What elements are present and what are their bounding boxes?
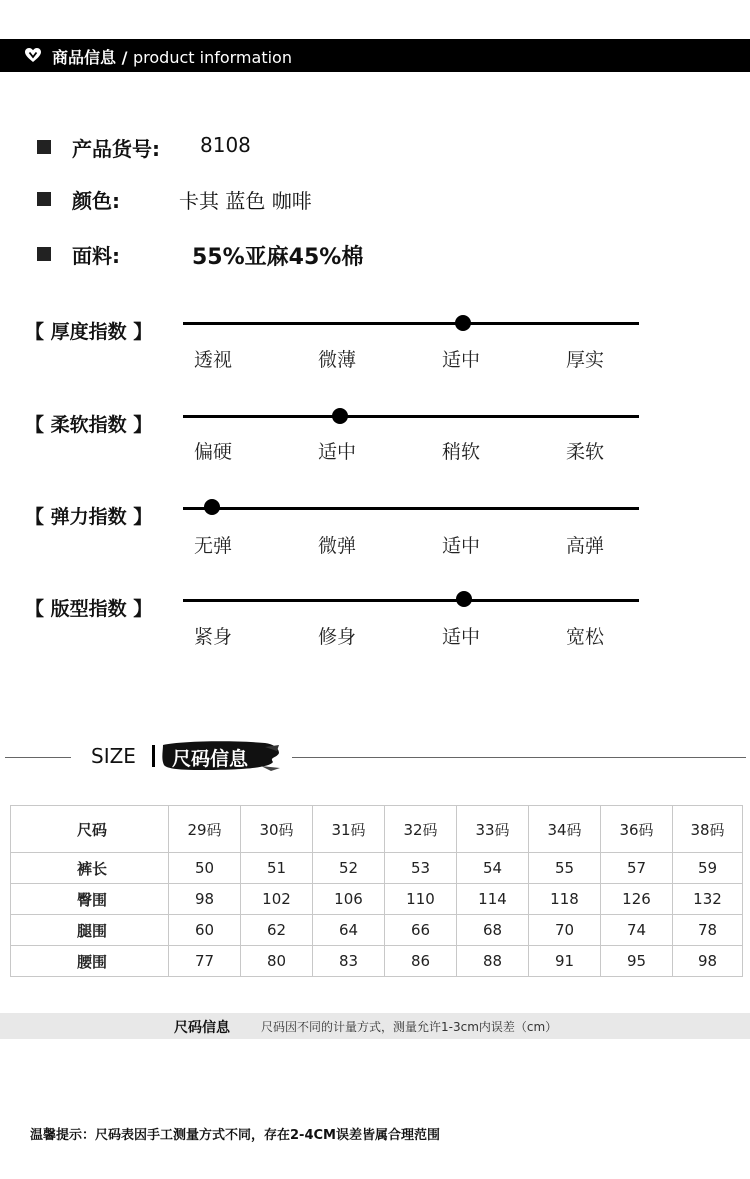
table-cell: 106 <box>313 884 385 915</box>
divider-left <box>5 757 71 758</box>
table-cell: 62 <box>241 915 313 946</box>
table-header-cell: 34码 <box>529 806 601 853</box>
table-row-label: 裤长 <box>11 853 169 884</box>
table-cell: 64 <box>313 915 385 946</box>
table-cell: 68 <box>457 915 529 946</box>
header-bar <box>0 39 750 72</box>
table-cell: 86 <box>385 946 457 977</box>
table-header-cell: 38码 <box>673 806 743 853</box>
index-option: 适中 <box>318 441 357 463</box>
table-header-cell: 32码 <box>385 806 457 853</box>
info-label: 产品货号: <box>72 137 160 161</box>
table-header-cell: 33码 <box>457 806 529 853</box>
index-option: 宽松 <box>566 626 605 648</box>
table-cell: 66 <box>385 915 457 946</box>
index-option: 厚实 <box>566 349 605 371</box>
index-option: 微弹 <box>318 535 357 557</box>
table-row <box>11 853 743 884</box>
index-option: 稍软 <box>442 441 481 463</box>
index-marker <box>455 315 471 331</box>
table-cell: 54 <box>457 853 529 884</box>
table-cell: 78 <box>673 915 743 946</box>
index-option: 修身 <box>318 626 357 648</box>
table-cell: 57 <box>601 853 673 884</box>
table-header-row <box>11 806 743 853</box>
table-header-cell: 29码 <box>169 806 241 853</box>
table-cell: 110 <box>385 884 457 915</box>
title-divider-bar <box>152 745 155 767</box>
table-cell: 88 <box>457 946 529 977</box>
bullet-square-icon <box>37 140 51 154</box>
table-row-label: 腰围 <box>11 946 169 977</box>
table-cell: 114 <box>457 884 529 915</box>
table-cell: 50 <box>169 853 241 884</box>
bullet-square-icon <box>37 192 51 206</box>
info-value: 55%亚麻45%棉 <box>192 245 364 270</box>
index-option: 高弹 <box>566 535 605 557</box>
size-title-cn: 尺码信息 <box>172 748 249 770</box>
table-cell: 51 <box>241 853 313 884</box>
table-cell: 95 <box>601 946 673 977</box>
table-cell: 52 <box>313 853 385 884</box>
index-option: 透视 <box>194 349 233 371</box>
index-track <box>183 507 639 510</box>
table-cell: 60 <box>169 915 241 946</box>
table-cell: 132 <box>673 884 743 915</box>
index-option: 无弹 <box>194 535 233 557</box>
index-label: 【 弹力指数 】 <box>25 506 153 528</box>
size-table <box>10 805 743 977</box>
divider-right <box>292 757 746 758</box>
index-option: 适中 <box>442 626 481 648</box>
header-title-en: product information <box>133 48 292 67</box>
table-header-cell: 31码 <box>313 806 385 853</box>
index-option: 适中 <box>442 535 481 557</box>
table-row-label: 腿围 <box>11 915 169 946</box>
index-track <box>183 599 639 602</box>
table-cell: 59 <box>673 853 743 884</box>
size-note-band <box>0 1013 750 1039</box>
size-note-text: 尺码因不同的计量方式，测量允许1-3cm内误差（cm） <box>261 1020 558 1034</box>
table-row-label: 臀围 <box>11 884 169 915</box>
index-marker <box>456 591 472 607</box>
table-cell: 83 <box>313 946 385 977</box>
info-value: 卡其 蓝色 咖啡 <box>179 189 312 213</box>
bullet-square-icon <box>37 247 51 261</box>
table-cell: 53 <box>385 853 457 884</box>
table-cell: 118 <box>529 884 601 915</box>
table-cell: 55 <box>529 853 601 884</box>
index-option: 偏硬 <box>194 441 233 463</box>
table-cell: 74 <box>601 915 673 946</box>
table-header-cell: 30码 <box>241 806 313 853</box>
index-label: 【 版型指数 】 <box>25 598 153 620</box>
index-option: 微薄 <box>318 349 357 371</box>
header-title <box>52 45 292 68</box>
warm-tip: 温馨提示：尺码表因手工测量方式不同，存在2-4CM误差皆属合理范围 <box>30 1128 440 1143</box>
table-cell: 102 <box>241 884 313 915</box>
table-header-cell: 36码 <box>601 806 673 853</box>
index-option: 适中 <box>442 349 481 371</box>
table-row <box>11 946 743 977</box>
header-separator: / <box>116 48 133 67</box>
table-header-cell: 尺码 <box>11 806 169 853</box>
table-cell: 91 <box>529 946 601 977</box>
index-option: 紧身 <box>194 626 233 648</box>
table-cell: 126 <box>601 884 673 915</box>
info-label: 颜色: <box>72 189 120 213</box>
header-title-cn: 商品信息 <box>52 48 117 67</box>
table-row <box>11 915 743 946</box>
index-track <box>183 415 639 418</box>
info-value: 8108 <box>200 133 251 157</box>
table-cell: 70 <box>529 915 601 946</box>
table-cell: 77 <box>169 946 241 977</box>
index-marker <box>332 408 348 424</box>
index-track <box>183 322 639 325</box>
index-label: 【 柔软指数 】 <box>25 414 153 436</box>
table-cell: 98 <box>673 946 743 977</box>
size-title-en: SIZE <box>91 744 136 768</box>
size-note-title: 尺码信息 <box>174 1020 230 1036</box>
info-label: 面料: <box>72 244 120 268</box>
index-marker <box>204 499 220 515</box>
table-row <box>11 884 743 915</box>
index-option: 柔软 <box>566 441 605 463</box>
heart-badge-icon <box>24 47 42 63</box>
table-cell: 80 <box>241 946 313 977</box>
index-label: 【 厚度指数 】 <box>25 321 153 343</box>
table-cell: 98 <box>169 884 241 915</box>
